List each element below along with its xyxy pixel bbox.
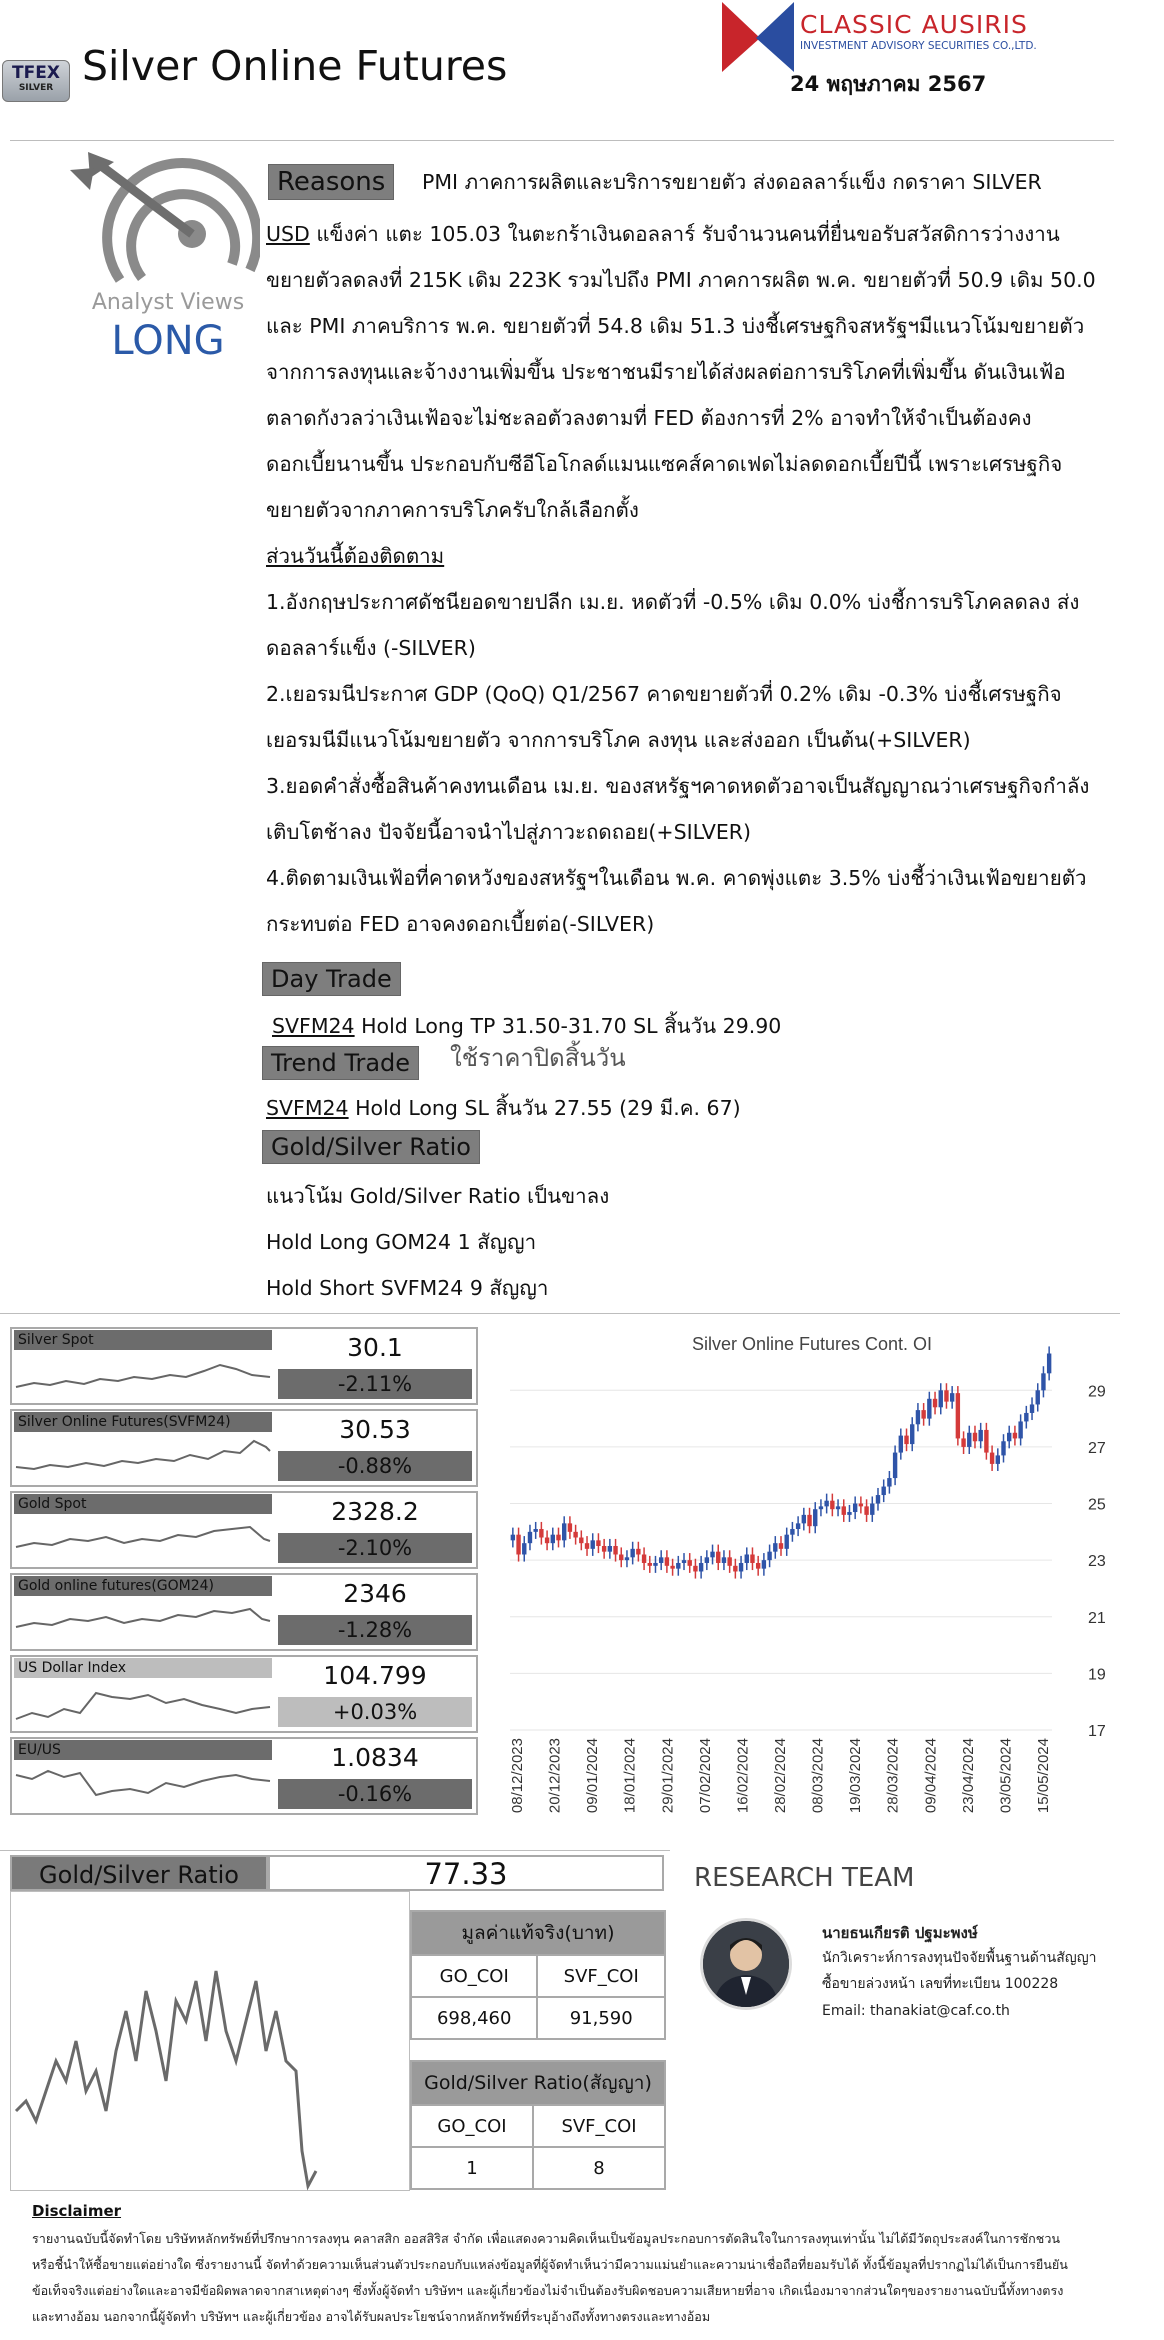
analyst-photo: [703, 1921, 789, 2007]
reasons-line: [266, 220, 1060, 248]
watch-line: กระทบต่อ FED อาจคงดอกเบี้ยต่อ(-SILVER): [266, 912, 655, 936]
x-tick-label: 09/04/2024: [922, 1738, 940, 1814]
candle: [585, 1543, 589, 1549]
candle: [836, 1506, 840, 1509]
candle: [978, 1430, 982, 1441]
tfex-logo: [2, 60, 70, 102]
candle: [699, 1563, 703, 1571]
market-sparkline: [14, 1761, 272, 1809]
x-tick-label: 16/02/2024: [734, 1738, 752, 1814]
candle: [927, 1399, 931, 1419]
candle: [596, 1540, 600, 1546]
chart-title: Silver Online Futures Cont. OI: [691, 1334, 933, 1354]
watch-title: ส่วนวันนี้ต้องติดตาม: [266, 544, 445, 568]
analyst-role: นักวิเคราะห์การลงทุนปัจจัยพื้นฐานด้านสัญญา: [822, 1950, 1097, 1966]
candle: [573, 1532, 577, 1538]
candle: [1047, 1354, 1051, 1374]
target-arrow-icon: [60, 150, 260, 285]
market-row: [10, 1655, 478, 1733]
candle: [653, 1563, 657, 1566]
candle: [551, 1535, 555, 1543]
gsr-title: Gold/Silver Ratio: [10, 1855, 268, 1891]
candle: [579, 1538, 583, 1544]
market-name: Gold online futures(GOM24): [14, 1576, 272, 1596]
candle: [727, 1557, 731, 1565]
candle: [910, 1424, 914, 1444]
contracts-header: GO_COI: [411, 2105, 533, 2147]
candle: [813, 1509, 817, 1526]
market-row: [10, 1737, 478, 1815]
watch-line: 1.อังกฤษประกาศดัชนียอดขายปลีก เม.ย. หดตัวที่ -0.5% เดิม 0.0% บ่งชี้การบริโภคลดลง ส่ง: [266, 590, 1080, 614]
watch-line: เยอรมนีมีแนวโน้มขยายตัว จากการบริโภค ลงทุน และส่งออก เป็นต้น(+SILVER): [266, 728, 971, 752]
gsr-line: Hold Long GOM24 1 สัญญา: [266, 1230, 537, 1254]
y-tick-label: 29: [1088, 1383, 1106, 1401]
candle: [705, 1557, 709, 1563]
x-tick-label: 03/05/2024: [997, 1738, 1015, 1814]
candle: [688, 1560, 692, 1566]
chart-y-ticks: [1088, 1383, 1106, 1740]
candle: [756, 1563, 760, 1569]
notional-header: GO_COI: [411, 1955, 537, 1997]
candle: [1024, 1413, 1028, 1421]
candle: [996, 1455, 1000, 1463]
candle: [1018, 1421, 1022, 1438]
analyst-name: นายธนเกียรติ ปฐมะพงษ์: [822, 1924, 978, 1942]
reasons-line: ตลาดกังวลว่าเงินเฟ้อจะไม่ชะลอตัวลงตามที่ FED ต้องการที่ 2% อาจทำให้จำเป็นต้องคง: [266, 406, 1032, 430]
candle: [859, 1504, 863, 1507]
candle: [842, 1506, 846, 1514]
market-value: 104.799: [323, 1661, 427, 1690]
x-tick-label: 15/05/2024: [1034, 1738, 1052, 1814]
candle: [876, 1495, 880, 1503]
candle: [899, 1436, 903, 1453]
candle: [716, 1552, 720, 1563]
contracts-header: SVF_COI: [533, 2105, 665, 2147]
candle: [802, 1515, 806, 1523]
notional-table-title: มูลค่าแท้จริง(บาท): [411, 1911, 665, 1955]
candle: [819, 1506, 823, 1509]
x-tick-label: 28/03/2024: [884, 1738, 902, 1814]
candle: [619, 1554, 623, 1560]
notional-value: 91,590: [537, 1997, 665, 2039]
candle: [522, 1543, 526, 1554]
market-sparkline: [14, 1351, 272, 1399]
y-tick-label: 19: [1088, 1666, 1106, 1684]
market-name: Gold Spot: [14, 1494, 272, 1514]
candle: [1030, 1404, 1034, 1412]
market-name: EU/US: [14, 1740, 272, 1760]
research-team-title: RESEARCH TEAM: [694, 1863, 915, 1893]
x-tick-label: 20/12/2023: [546, 1738, 564, 1814]
disclaimer-line: และทางอ้อม นอกจากนี้ผู้จัดทำ บริษัทฯ และผู้เกี่ยวข้อง อาจได้รับผลประโยชน์จากหลักทรัพย์ที่ระบุอ้างถึงทั้งทางตรงและทางอ้อม: [32, 2309, 711, 2324]
y-tick-label: 25: [1088, 1496, 1106, 1514]
candle: [807, 1515, 811, 1526]
candle: [779, 1543, 783, 1549]
trend-trade-line: [266, 1094, 741, 1122]
candle: [750, 1554, 754, 1562]
candle: [921, 1410, 925, 1418]
candle: [745, 1554, 749, 1562]
candle: [625, 1557, 629, 1560]
reasons-line: ขยายตัวจากภาคการบริโภครับใกล้เลือกตั้ง: [266, 498, 639, 522]
analyst-license: ซื้อขายล่วงหน้า เลขที่ทะเบียน 100228: [822, 1976, 1059, 1992]
market-sparkline: [14, 1433, 272, 1481]
gsr-value: 77.33: [268, 1855, 664, 1891]
notional-value-table: [410, 1910, 666, 2040]
y-tick-label: 27: [1088, 1439, 1106, 1457]
candle: [916, 1410, 920, 1424]
candle: [591, 1540, 595, 1548]
market-change: -1.28%: [278, 1615, 472, 1645]
reasons-line: และ PMI ภาคบริการ พ.ค. ขยายตัวที่ 54.8 เดิม 51.3 บ่งชี้เศรษฐกิจสหรัฐฯมีแนวโน้มขยายตัว: [266, 314, 1085, 338]
day-trade-line: [272, 1012, 781, 1040]
y-tick-label: 17: [1088, 1723, 1106, 1740]
x-tick-label: 08/03/2024: [809, 1738, 827, 1814]
candle: [1013, 1433, 1017, 1439]
market-change: -2.10%: [278, 1533, 472, 1563]
candle: [511, 1535, 515, 1541]
market-value: 2328.2: [331, 1497, 419, 1526]
analyst-avatar: [700, 1918, 792, 2010]
day-trade-tag: Day Trade: [262, 962, 401, 996]
market-value: 30.53: [339, 1415, 411, 1444]
candle: [984, 1430, 988, 1453]
candle: [847, 1512, 851, 1515]
disclaimer-line: ข้อเท็จจริงแต่อย่างใดและอาจมีข้อผิดพลาดจากสาเหตุต่างๆ ซึ่งทั้งผู้จัดทำ บริษัทฯ และผู้เกี่ยวข้องไม่จำเป็นต้องรับผิดชอบความเสียหายที่อาจ เกิดเนื่องมาจากส่วนใดๆของรายงานฉบับนี้ทั้งทางตรง: [32, 2283, 1064, 2298]
candle: [545, 1538, 549, 1544]
candle: [665, 1557, 669, 1565]
candle: [630, 1549, 634, 1557]
x-tick-label: 08/12/2023: [508, 1738, 526, 1814]
x-tick-label: 28/02/2024: [771, 1738, 789, 1814]
watch-line: 3.ยอดคำสั่งซื้อสินค้าคงทนเดือน เม.ย. ของสหรัฐฯคาดหดตัวอาจเป็นสัญญาณว่าเศรษฐกิจกำลัง: [266, 774, 1090, 798]
watch-line: ดอลลาร์แข็ง (-SILVER): [266, 636, 476, 660]
disclaimer-line: หรือชี้นำให้ซื้อขายแต่อย่างใด ซึ่งรายงานนี้ จัดทำด้วยความเห็นส่วนตัวประกอบกับแหล่งข้อมูลที่ผู้จัดทำเห็นว่ามีความแม่นยำและความน่าเชื่อถือที่ยอมรับได้ ทั้งนี้ข้อมูลที่ปรากฏไม่ได้เป็นการยืนยัน: [32, 2257, 1068, 2272]
candle: [528, 1532, 532, 1543]
gsr-line-chart: [10, 1891, 410, 2191]
candle: [1007, 1433, 1011, 1441]
watch-line: 2.เยอรมนีประกาศ GDP (QoQ) Q1/2567 คาดขยายตัวที่ 0.2% เดิม -0.3% บ่งชี้เศรษฐกิจ: [266, 682, 1062, 706]
market-row: [10, 1409, 478, 1487]
candle: [648, 1563, 652, 1566]
candle: [562, 1523, 566, 1540]
candle: [853, 1504, 857, 1512]
candle: [710, 1552, 714, 1558]
market-row: [10, 1573, 478, 1651]
candle: [950, 1393, 954, 1401]
y-tick-label: 23: [1088, 1553, 1106, 1571]
candle: [1001, 1441, 1005, 1455]
market-sparkline: [14, 1515, 272, 1563]
x-tick-label: 29/01/2024: [659, 1738, 677, 1814]
market-name: Silver Spot: [14, 1330, 272, 1350]
market-value: 30.1: [347, 1333, 403, 1362]
brand-name: CLASSIC AUSIRIS: [800, 10, 1028, 39]
x-tick-label: 07/02/2024: [696, 1738, 714, 1814]
candle: [733, 1566, 737, 1572]
trend-trade-tag: Trend Trade: [262, 1046, 419, 1080]
analyst-views-label: Analyst Views: [91, 290, 245, 315]
candle: [516, 1535, 520, 1555]
x-tick-label: 09/01/2024: [584, 1738, 602, 1814]
page-title: Silver Online Futures: [82, 42, 508, 90]
x-tick-label: 23/04/2024: [959, 1738, 977, 1814]
gsr-line: แนวโน้ม Gold/Silver Ratio เป็นขาลง: [266, 1184, 610, 1208]
disclaimer-line: รายงานฉบับนี้จัดทำโดย บริษัทหลักทรัพย์ที่ปรึกษาการลงทุน คลาสสิก ออสสิริส จำกัด เพื่อแสดงความคิดเห็นเป็นข้อมูลประกอบการตัดสินใจในการลงทุนเท่านั้น ไม่ได้มีวัตถุประสงค์ในการชักชวน: [32, 2231, 1061, 2246]
candle: [613, 1546, 617, 1554]
candle: [956, 1393, 960, 1438]
candle: [1041, 1373, 1045, 1390]
trend-trade-note: ใช้ราคาปิดสิ้นวัน: [450, 1044, 626, 1072]
candle: [830, 1501, 834, 1509]
candle: [739, 1563, 743, 1571]
gold-silver-ratio-tag: Gold/Silver Ratio: [262, 1130, 480, 1164]
candle: [785, 1535, 789, 1549]
reasons-line: จากการลงทุนและจ้างงานเพิ่มขึ้น ประชาชนมีรายได้ส่งผลต่อการบริโภคที่เพิ่มขึ้น ดันเงินเฟ้อ: [266, 360, 1066, 384]
analyst-view-value: LONG: [111, 318, 225, 364]
market-row: [10, 1491, 478, 1569]
tfex-logo-subtext: SILVER: [18, 83, 54, 93]
contracts-value: 1: [411, 2147, 533, 2189]
notional-value: 698,460: [411, 1997, 537, 2039]
chart-x-ticks: [509, 1738, 1052, 1813]
disclaimer-title: Disclaimer: [32, 2202, 122, 2220]
market-value: 1.0834: [331, 1743, 419, 1772]
candle: [659, 1557, 663, 1563]
contracts-table-title: Gold/Silver Ratio(สัญญา): [411, 2061, 665, 2105]
market-sparkline: [14, 1679, 272, 1727]
reasons-line: ดอกเบี้ยนานขึ้น ประกอบกับซีอีโอโกลด์แมนแซคส์คาดเฟดไม่ลดดอกเบี้ยปีนี้ เพราะเศรษฐกิจ: [266, 452, 1063, 476]
candle: [904, 1436, 908, 1444]
market-value: 2346: [343, 1579, 407, 1608]
candle: [824, 1501, 828, 1507]
watch-line: 4.ติดตามเงินเฟ้อที่คาดหวังของสหรัฐฯในเดือน พ.ค. คาดพุ่งแตะ 3.5% บ่งชี้ว่าเงินเฟ้อขยายตัว: [266, 866, 1087, 890]
tfex-logo-text: TFEX: [12, 63, 60, 83]
market-sparkline: [14, 1597, 272, 1645]
x-tick-label: 18/01/2024: [621, 1738, 639, 1814]
trend-trade-symbol: SVFM24: [266, 1096, 349, 1120]
chart-candles: [511, 1346, 1052, 1578]
candle: [642, 1554, 646, 1562]
reasons-tag: Reasons: [268, 164, 394, 200]
candle: [533, 1529, 537, 1532]
contracts-table: [410, 2060, 666, 2190]
candle: [762, 1560, 766, 1568]
trend-trade-text: Hold Long SL สิ้นวัน 27.55 (29 มี.ค. 67): [355, 1096, 741, 1120]
market-change: -0.88%: [278, 1451, 472, 1481]
market-name: Silver Online Futures(SVFM24): [14, 1412, 272, 1432]
header-divider: [10, 140, 1114, 141]
candle: [864, 1506, 868, 1514]
candle: [722, 1557, 726, 1563]
candle: [682, 1560, 686, 1563]
market-name: US Dollar Index: [14, 1658, 272, 1678]
gsr-line: Hold Short SVFM24 9 สัญญา: [266, 1276, 549, 1300]
usd-word: USD: [266, 222, 310, 246]
brand-subtitle: INVESTMENT ADVISORY SECURITIES CO.,LTD.: [800, 40, 1037, 52]
reasons-line: ขยายตัวลดลงที่ 215K เดิม 223K รวมไปถึง PMI ภาคการผลิต พ.ค. ขยายตัวที่ 50.9 เดิม 50.0: [266, 268, 1096, 292]
reasons-line-text: แข็งค่า แตะ 105.03 ในตะกร้าเงินดอลลาร์ รับจำนวนคนที่ยื่นขอรับสวัสดิการว่างงาน: [316, 222, 1060, 246]
contracts-value: 8: [533, 2147, 665, 2189]
section-divider: [0, 1850, 670, 1851]
candle: [881, 1487, 885, 1495]
candle: [636, 1549, 640, 1555]
x-tick-label: 19/03/2024: [847, 1738, 865, 1814]
candle: [556, 1535, 560, 1541]
analyst-email[interactable]: Email: thanakiat@caf.co.th: [822, 2003, 1010, 2019]
candle: [893, 1453, 897, 1478]
market-row: [10, 1327, 478, 1405]
notional-header: SVF_COI: [537, 1955, 665, 1997]
market-change: -0.16%: [278, 1779, 472, 1809]
day-trade-symbol: SVFM24: [272, 1014, 355, 1038]
candle: [939, 1390, 943, 1407]
candle: [933, 1399, 937, 1407]
candle: [676, 1563, 680, 1569]
candle: [973, 1433, 977, 1441]
watch-line: เติบโตช้าลง ปัจจัยนี้อาจนำไปสู่ภาวะถดถอย(+SILVER): [266, 820, 752, 844]
report-date: 24 พฤษภาคม 2567: [790, 72, 987, 96]
day-trade-text: Hold Long TP 31.50-31.70 SL สิ้นวัน 29.90: [361, 1014, 782, 1038]
candle: [990, 1453, 994, 1464]
reasons-line: PMI ภาคการผลิตและบริการขยายตัว ส่งดอลลาร์แข็ง กดราคา SILVER: [422, 170, 1042, 194]
candle: [887, 1478, 891, 1486]
candle: [796, 1523, 800, 1529]
candle: [568, 1523, 572, 1531]
candle: [790, 1529, 794, 1535]
candle: [602, 1546, 606, 1552]
candle: [767, 1552, 771, 1560]
y-tick-label: 21: [1088, 1609, 1106, 1627]
candle: [539, 1529, 543, 1537]
market-change: -2.11%: [278, 1369, 472, 1399]
candle: [693, 1566, 697, 1572]
candle: [961, 1438, 965, 1446]
candle: [670, 1566, 674, 1569]
candle: [608, 1546, 612, 1552]
candle: [870, 1504, 874, 1515]
silver-futures-chart: [492, 1310, 1162, 1850]
candle: [773, 1543, 777, 1551]
market-change: +0.03%: [278, 1697, 472, 1727]
candle: [1036, 1390, 1040, 1404]
candle: [967, 1433, 971, 1447]
candle: [944, 1390, 948, 1401]
